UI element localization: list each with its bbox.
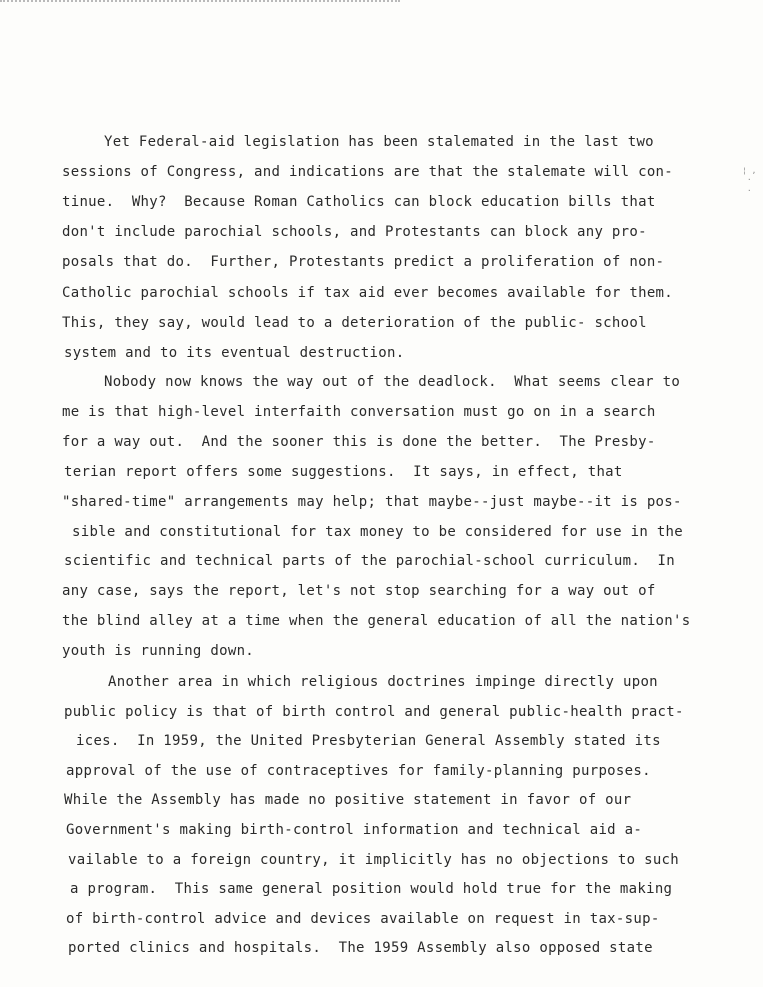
text-line: approval of the use of contraceptives for family-planning purposes. [66,763,651,779]
text-line: Another area in which religious doctrines impinge directly upon [108,674,658,690]
text-line: the blind alley at a time when the general education of all the nation's [62,613,691,629]
text-line: ported clinics and hospitals. The 1959 Assembly also opposed state [68,940,653,956]
text-line: youth is running down. [62,643,255,659]
text-line: terian report offers some suggestions. It says, in effect, that [64,464,623,480]
text-line: of birth-control advice and devices available on request in tax-sup- [66,911,660,927]
text-line: me is that high-level interfaith conversation must go on in a search [62,404,656,420]
text-line: sible and constitutional for tax money to be considered for use in the [72,524,684,540]
text-line: sessions of Congress, and indications are that the stalemate will con- [62,164,674,180]
text-line: "shared-time" arrangements may help; that maybe--just maybe--it is pos- [62,494,682,510]
page-top-edge-marks [0,0,400,4]
text-line: any case, says the report, let's not stop searching for a way out of [62,583,656,599]
text-line: public policy is that of birth control and general public-health pract- [64,704,684,720]
text-line: While the Assembly has made no positive statement in favor of our [64,792,632,808]
text-line: Nobody now knows the way out of the deadlock. What seems clear to [104,374,681,390]
text-line: vailable to a foreign country, it implicitly has no objections to such [68,852,680,868]
text-line: scientific and technical parts of the parochial-school curriculum. In [64,553,676,569]
text-line: for a way out. And the sooner this is done the better. The Presby- [62,434,656,450]
text-line: system and to its eventual destruction. [64,345,405,361]
text-line: Catholic parochial schools if tax aid ever becomes available for them. [62,285,674,301]
text-line: ices. In 1959, the United Presbyterian General Assembly stated its [76,733,661,749]
text-line: This, they say, would lead to a deterioration of the public- school [62,315,647,331]
text-line: Yet Federal-aid legislation has been stalemated in the last two [104,134,654,150]
text-line: tinue. Why? Because Roman Catholics can block education bills that [62,194,656,210]
text-line: Government's making birth-control information and technical aid a- [66,822,643,838]
text-line: a program. This same general position would hold true for the making [70,881,673,897]
text-line: posals that do. Further, Protestants predict a proliferation of non- [62,254,665,270]
text-line: don't include parochial schools, and Protestants can block any pro- [62,224,647,240]
right-margin-marks: ¦ , · . [742,166,757,193]
